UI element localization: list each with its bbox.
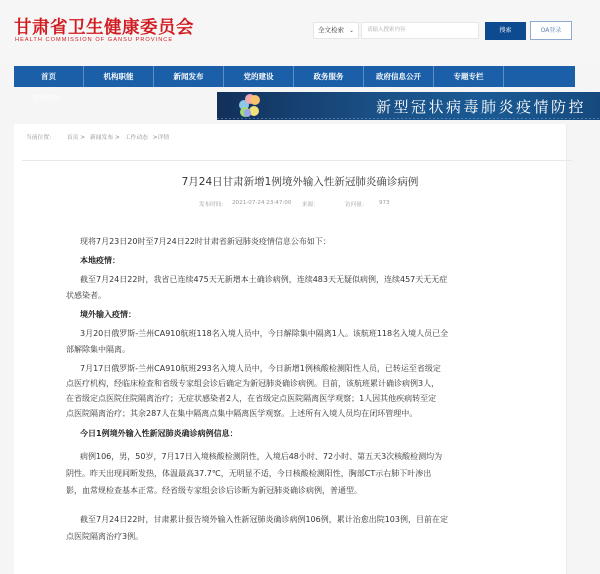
epidemic-banner[interactable] <box>217 92 600 120</box>
local-heading: 本地疫情： <box>80 256 120 265</box>
site-header <box>0 0 600 62</box>
site-logo-subtitle: HEALTH COMMISSION OF GANSU PROVINCE <box>15 37 174 43</box>
nav-item-services[interactable]: 政务服务 <box>294 66 364 87</box>
search-scope-value: 全文检索 <box>318 26 344 34</box>
views-count: 973 <box>379 200 390 206</box>
nav-item-topics[interactable]: 专题专栏 <box>434 66 504 87</box>
publish-time: 2021-07-24 23:47:00 <box>232 200 292 206</box>
breadcrumb-label: 当前位置： <box>26 135 55 141</box>
intro-paragraph: 现将7月23日20时至7月24日22时甘肃省新冠肺炎疫情信息公布如下： <box>80 237 331 246</box>
article-title: 7月24日甘肃新增1例境外输入性新冠肺炎确诊病例 <box>181 176 419 188</box>
summary-line-2: 点医院隔离治疗3例。 <box>66 532 144 541</box>
search-button[interactable]: 搜索 <box>485 22 526 40</box>
import-p2-line-4: 点医院隔离治疗；其余287人在集中隔离点集中隔离医学观察。上述所有入境人员均在闭环管理中。 <box>66 409 418 418</box>
breadcrumb <box>26 132 172 141</box>
import-p1-line-1: 3月20日俄罗斯-兰州CA910航班118名入境人员中，今日解除集中隔离1人。该航班118名入境人员已全 <box>80 329 449 338</box>
nav-item-party[interactable]: 党的建设 <box>224 66 294 87</box>
views-label: 访问量： <box>345 202 368 208</box>
nav-item-functions[interactable]: 机构职能 <box>84 66 154 87</box>
banner-title: 新型冠状病毒肺炎疫情防控 <box>376 98 587 116</box>
nav-item-empty <box>504 66 575 87</box>
publish-time-label: 发布时间： <box>199 202 227 208</box>
flower-logo-icon <box>237 94 261 118</box>
source-label: 来源： <box>302 202 319 208</box>
breadcrumb-divider <box>22 160 572 161</box>
nav-item-disclosure[interactable]: 政府信息公开 <box>364 66 434 87</box>
chevron-down-icon: ⌄ <box>348 27 354 34</box>
search-scope-select[interactable] <box>313 22 359 39</box>
import-heading: 境外输入疫情： <box>80 310 136 319</box>
summary-line-1: 截至7月24日22时，甘肃累计报告境外输入性新冠肺炎确诊病例106例，累计治愈出院103例，目前在定 <box>80 515 448 524</box>
breadcrumb-news[interactable]: 新闻发布 > <box>89 135 120 141</box>
nav-submenu-item[interactable]: 疫情防控 <box>32 94 60 102</box>
import-p2-line-3: 在省级定点医院住院隔离治疗；无症状感染者2人，在省级定点医院隔离医学观察；1人因其他疾病转至定 <box>66 394 437 403</box>
site-logo-title[interactable]: 甘肃省卫生健康委员会 <box>14 18 194 38</box>
case-heading: 今日1例境外输入性新冠肺炎确诊病例信息： <box>80 429 238 438</box>
import-p2-line-1: 7月17日俄罗斯-兰州CA910航班293名入境人员中，今日新增1例核酸检测阳性人员，已转运至省级定 <box>80 364 441 373</box>
breadcrumb-home[interactable]: 首页 > <box>66 135 86 141</box>
case-line-2: 阴性。昨天出现间断发热，体温最高37.7℃，无明显不适，今日核酸检测阳性，胸部CT示右肺下叶渗出 <box>66 469 432 478</box>
import-p2-line-2: 点医疗机构，经临床检查和省级专家组会诊后确定为新冠肺炎确诊病例。目前，该航班累计确诊病例3人， <box>66 379 440 388</box>
import-p1-line-2: 部解除集中隔离。 <box>66 345 130 354</box>
nav-item-news[interactable]: 新闻发布 <box>154 66 224 87</box>
nav-item-home[interactable]: 首页 <box>14 66 84 87</box>
case-line-3: 影，血常规检查基本正常。经省级专家组会诊后诊断为新冠肺炎确诊病例，普通型。 <box>66 486 362 495</box>
search-input[interactable]: 请输入搜索内容 <box>361 22 479 39</box>
local-line-2: 状感染者。 <box>66 291 106 300</box>
main-nav <box>14 66 575 87</box>
breadcrumb-work[interactable]: 工作动态 <box>124 135 148 141</box>
oa-login-button[interactable]: OA登录 <box>530 21 572 40</box>
breadcrumb-detail: >详情 <box>152 135 170 141</box>
right-gutter <box>566 124 600 574</box>
local-line-1: 截至7月24日22时，我省已连续475天无新增本土确诊病例，连续483天无疑似病例，连续457天无无症 <box>80 275 448 284</box>
case-line-1: 病例106，男，50岁，7月17日入境核酸检测阴性，入境后48小时、72小时、第五天3次核酸检测均为 <box>80 452 443 461</box>
